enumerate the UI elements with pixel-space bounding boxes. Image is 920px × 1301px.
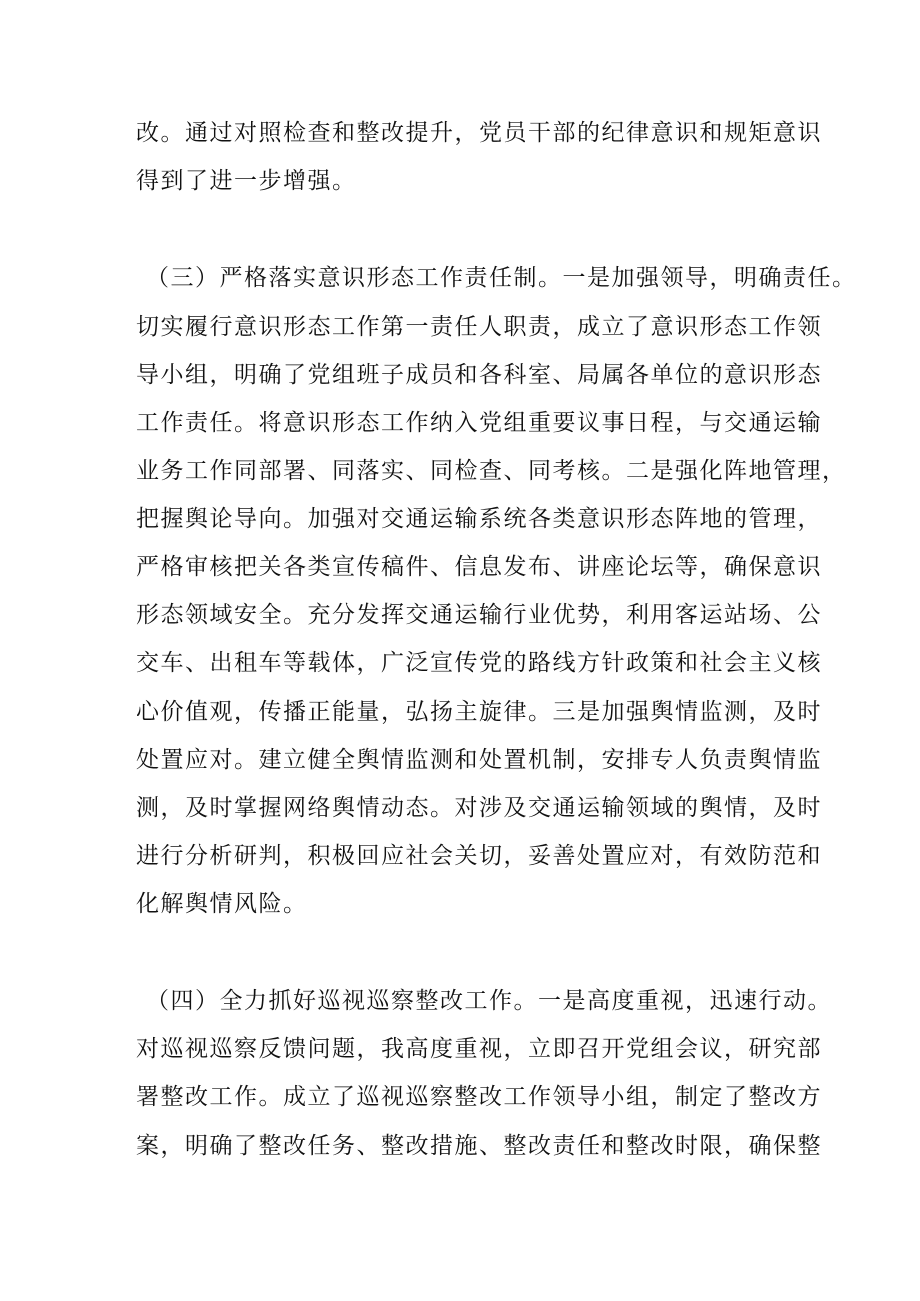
text-line: 业务工作同部署、同落实、同检查、同考核。二是强化阵地管理， [136, 458, 847, 484]
text-line: 交车、出租车等载体，广泛宣传党的路线方针政策和社会主义核 [136, 650, 822, 676]
text-line: 进行分析研判，积极回应社会关切，妥善处置应对，有效防范和 [136, 843, 822, 869]
text-line: 署整改工作。成立了巡视巡察整改工作领导小组，制定了整改方 [136, 1084, 822, 1110]
text-line: 处置应对。建立健全舆情监测和处置机制，安排专人负责舆情监 [136, 747, 822, 773]
text-line: 切实履行意识形态工作第一责任人职责，成立了意识形态工作领 [136, 314, 822, 340]
text-line: 工作责任。将意识形态工作纳入党组重要议事日程，与交通运输 [136, 410, 822, 436]
text-line: 导小组，明确了党组班子成员和各科室、局属各单位的意识形态 [136, 362, 822, 388]
section-heading-line: （三）严格落实意识形态工作责任制。一是加强领导，明确责任。 [146, 265, 857, 291]
text-line: 对巡视巡察反馈问题，我高度重视，立即召开党组会议，研究部 [136, 1036, 822, 1062]
text-line: 得到了进一步增强。 [136, 168, 357, 194]
text-line: 严格审核把关各类宣传稿件、信息发布、讲座论坛等，确保意识 [136, 554, 822, 580]
text-line: 案，明确了整改任务、整改措施、整改责任和整改时限，确保整 [136, 1133, 822, 1159]
text-line: 化解舆情风险。 [136, 891, 308, 917]
text-line: 形态领域安全。充分发挥交通运输行业优势，利用客运站场、公 [136, 602, 822, 628]
text-line: 把握舆论导向。加强对交通运输系统各类意识形态阵地的管理， [136, 506, 822, 532]
text-line: 改。通过对照检查和整改提升，党员干部的纪律意识和规矩意识 [136, 120, 822, 146]
text-line: 测，及时掌握网络舆情动态。对涉及交通运输领域的舆情，及时 [136, 795, 822, 821]
section-heading-line: （四）全力抓好巡视巡察整改工作。一是高度重视，迅速行动。 [146, 988, 832, 1014]
text-line: 心价值观，传播正能量，弘扬主旋律。三是加强舆情监测，及时 [136, 699, 822, 725]
